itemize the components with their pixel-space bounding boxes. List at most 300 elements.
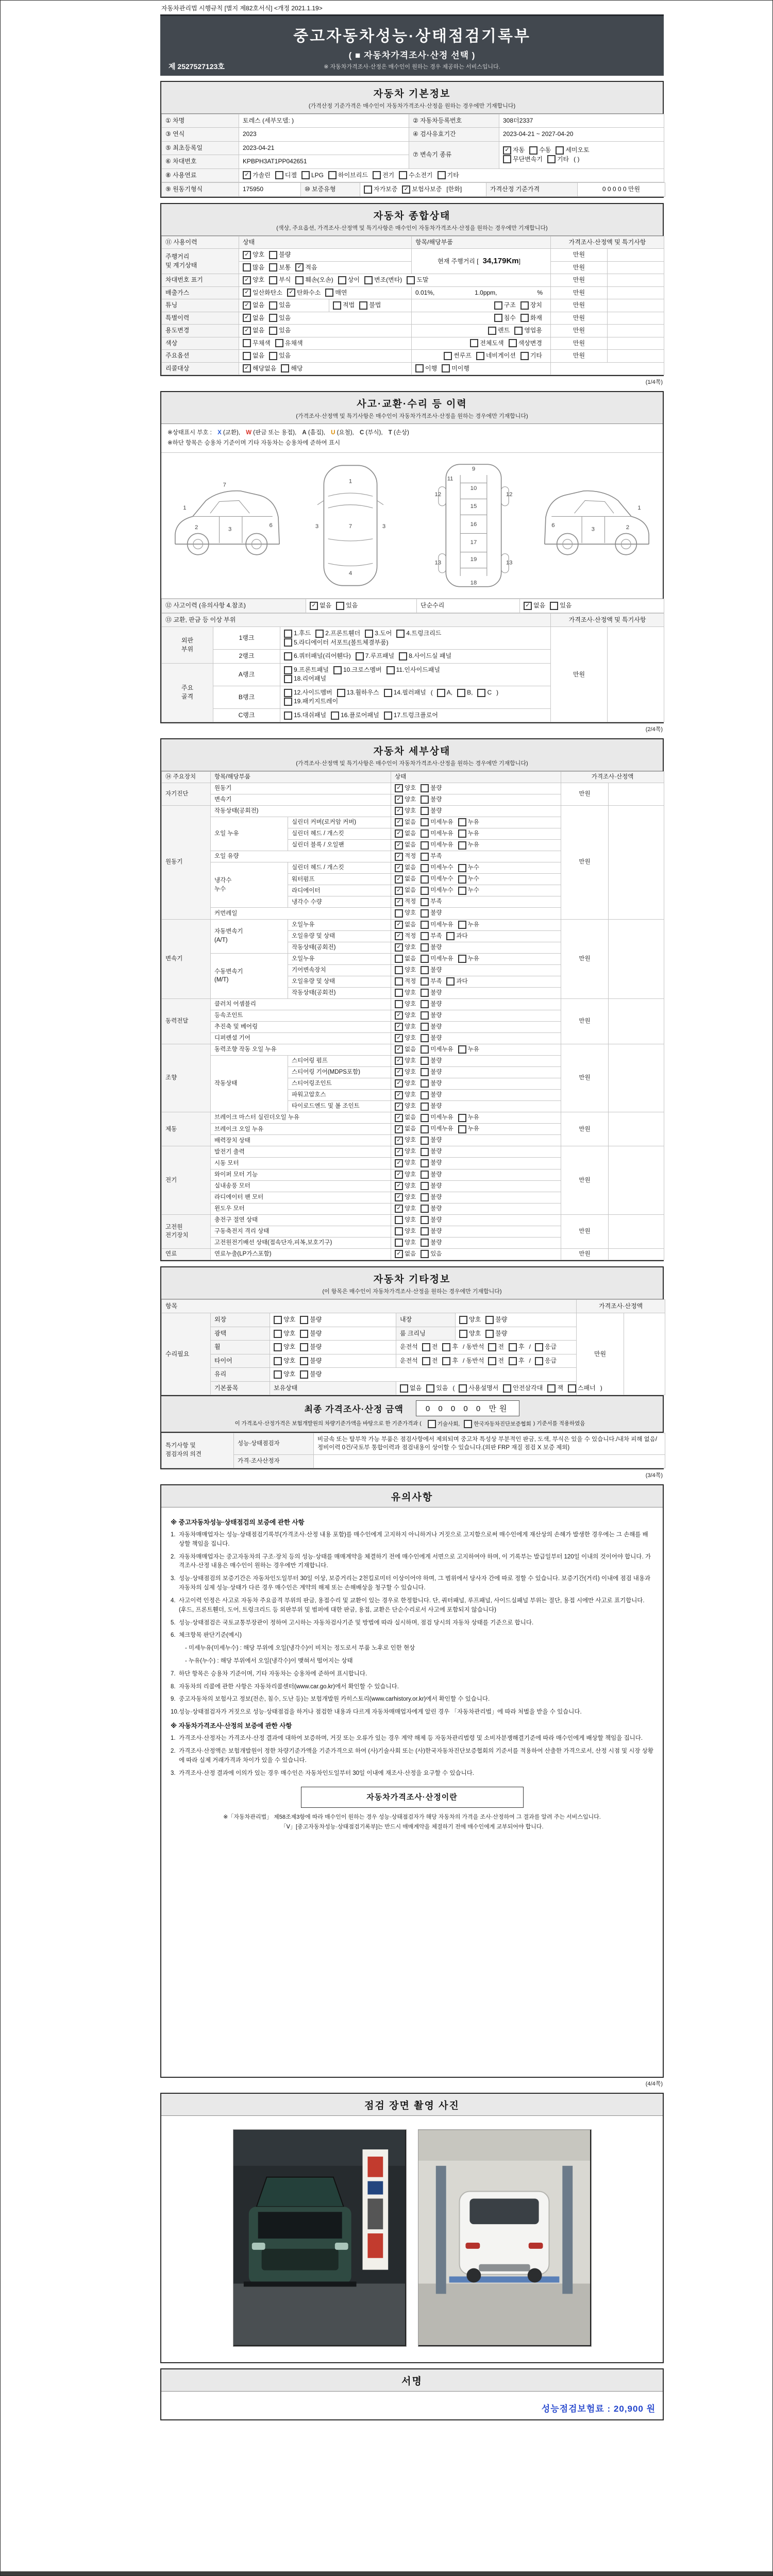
checkbox-미세누유[interactable] (421, 841, 453, 850)
checkbox-label: 누수 (467, 865, 479, 871)
checked-box-icon (395, 887, 403, 895)
checkbox-미세누수[interactable] (421, 863, 453, 872)
checkbox-미세누유[interactable] (421, 1045, 453, 1054)
checkbox-label: 전 (431, 1343, 438, 1351)
checkbox-양호[interactable] (395, 1182, 416, 1191)
checkbox-양호[interactable] (274, 1343, 295, 1351)
checkbox-양호[interactable] (395, 1147, 416, 1156)
checkbox-label: 양호 (283, 1343, 296, 1351)
checkbox-label: 양호 (405, 1228, 416, 1234)
checkbox-양호[interactable] (395, 1159, 416, 1167)
checkbox-불량[interactable] (485, 1329, 507, 1338)
checkbox-누유[interactable] (458, 829, 479, 838)
checkbox-label: 6.쿼터패널(리어휀다) (294, 652, 351, 660)
checkbox-누유[interactable] (458, 1113, 479, 1122)
unchecked-box-icon (284, 689, 292, 697)
checkbox-불량[interactable] (421, 1182, 442, 1191)
checkbox-불법[interactable] (359, 301, 381, 310)
checkbox-전[interactable] (488, 1357, 504, 1365)
checkbox-색상변경[interactable] (509, 339, 542, 348)
checkbox-label: 없음 (405, 1126, 416, 1132)
checkbox-안전삼각대[interactable] (503, 1384, 543, 1393)
checkbox-무채색[interactable] (243, 339, 271, 348)
checkbox-디젤[interactable] (275, 171, 297, 180)
checkbox-없음[interactable] (395, 1113, 416, 1122)
checkbox-있음[interactable] (269, 314, 291, 323)
checkbox-유채색[interactable] (275, 339, 303, 348)
checkbox-누유[interactable] (458, 921, 479, 929)
checkbox-가솔린[interactable] (243, 171, 271, 180)
unchecked-box-icon (395, 966, 403, 974)
checkbox-양호[interactable] (459, 1315, 481, 1324)
checkbox-불량[interactable] (300, 1357, 322, 1365)
cell (608, 261, 664, 274)
checkbox-양호[interactable] (274, 1357, 295, 1365)
checkbox-전[interactable] (422, 1343, 438, 1351)
checkbox-누수[interactable] (458, 875, 479, 884)
checkbox-없음[interactable] (395, 863, 416, 872)
checkbox-누수[interactable] (458, 886, 479, 895)
checkbox-해당없음[interactable] (243, 364, 276, 373)
checkbox-영업용[interactable] (514, 326, 542, 335)
cell (608, 248, 664, 261)
checkbox-있음[interactable] (269, 326, 291, 335)
checkbox-장치[interactable] (520, 301, 542, 310)
checkbox-불량[interactable] (300, 1343, 322, 1351)
checkbox-과다[interactable] (446, 977, 467, 986)
checkbox-불량[interactable] (421, 784, 442, 793)
price-survey-option: ( ■ 자동차가격조사·산정 선택 ) (348, 50, 476, 60)
checkbox-양호[interactable] (243, 250, 264, 259)
checkbox-11.인사이드패널[interactable] (386, 666, 440, 674)
checkbox-응급[interactable] (535, 1343, 557, 1351)
checked-box-icon (395, 1137, 403, 1145)
checkbox-양호[interactable] (274, 1315, 295, 1324)
checkbox-label: 자가보증 (374, 185, 398, 193)
checkbox-15.대쉬패널[interactable] (284, 711, 326, 720)
checkbox-누유[interactable] (458, 955, 479, 963)
checkbox-없음[interactable] (395, 1125, 416, 1133)
checkbox-전기[interactable] (373, 171, 394, 180)
checkbox-있음[interactable] (550, 601, 572, 610)
checkbox-불량[interactable] (300, 1315, 322, 1324)
checkbox-있음[interactable] (269, 351, 291, 360)
checkbox-없음[interactable] (400, 1384, 422, 1393)
checkbox-label: 응급 (544, 1343, 557, 1351)
checkbox-12.사이드멤버[interactable] (284, 688, 332, 697)
checkbox-적정[interactable] (395, 977, 416, 986)
checkbox-양호[interactable] (395, 1205, 416, 1213)
checkbox-있음[interactable] (426, 1384, 448, 1393)
checkbox-10.크로스멤버[interactable] (333, 666, 382, 674)
unchecked-box-icon (529, 146, 537, 155)
checkbox-하이브리드[interactable] (328, 171, 368, 180)
cell: 실린더 헤드 / 개스킷 (288, 862, 391, 874)
checkbox-수동[interactable] (529, 146, 551, 155)
checkbox-label: 불량 (430, 1148, 442, 1155)
checkbox-적음[interactable] (295, 263, 317, 272)
checkbox-label: 양호 (469, 1329, 481, 1337)
cell (391, 908, 561, 919)
checkbox-기술사회,[interactable] (428, 1420, 460, 1428)
checkbox-보험사보증[interactable] (402, 185, 442, 194)
checkbox-후[interactable] (509, 1343, 525, 1351)
checkbox-있음[interactable] (421, 1250, 442, 1259)
checkbox-세미오토[interactable] (556, 146, 589, 155)
checkbox-불량[interactable] (421, 807, 442, 816)
checkbox-불량[interactable] (421, 1102, 442, 1111)
text: (판금 또는 용접), (251, 430, 298, 436)
checkbox-과다[interactable] (446, 932, 467, 941)
checkbox-응급[interactable] (535, 1357, 557, 1365)
cell (270, 1368, 577, 1382)
checkbox-불량[interactable] (421, 1205, 442, 1213)
checkbox-불량[interactable] (421, 909, 442, 918)
checkbox-적법[interactable] (333, 301, 355, 310)
unchecked-box-icon (284, 630, 292, 638)
cell: 항목 (162, 1299, 577, 1313)
checkbox-양호[interactable] (395, 1136, 416, 1145)
checkbox-후[interactable] (442, 1357, 458, 1365)
checkbox-적정[interactable] (395, 852, 416, 861)
checkbox-label: 불량 (430, 967, 442, 973)
checkbox-17.트렁크플로어[interactable] (384, 711, 438, 720)
checkbox-변조(변타)[interactable] (364, 276, 402, 284)
checkbox-불량[interactable] (421, 795, 442, 804)
checkbox-없음[interactable] (395, 921, 416, 929)
unchecked-box-icon (503, 155, 511, 163)
cell: 커먼레일 (211, 908, 391, 919)
checkbox-전[interactable] (422, 1357, 438, 1365)
cell (239, 168, 664, 182)
checkbox-8.사이드실 패널[interactable] (399, 652, 451, 660)
section-sign-title: 서명 (401, 2376, 423, 2387)
checkbox-양호[interactable] (395, 989, 416, 997)
cell: ② 자동차등록번호 (409, 114, 499, 128)
checkbox-양호[interactable] (395, 943, 416, 952)
checkbox-불량[interactable] (485, 1315, 507, 1324)
checkbox-누유[interactable] (458, 818, 479, 827)
checkbox-양호[interactable] (395, 1034, 416, 1043)
checkbox-무단변속기[interactable] (503, 155, 543, 164)
checkbox-6.쿼터패널(리어휀다)[interactable] (284, 652, 351, 660)
checkbox-부족[interactable] (421, 852, 442, 861)
checkbox-LPG[interactable] (301, 171, 324, 180)
checkbox-label: 이행 (425, 364, 438, 372)
checkbox-누수[interactable] (458, 863, 479, 872)
checkbox-기타[interactable] (520, 351, 542, 360)
checkbox-렌트[interactable] (488, 326, 510, 335)
checkbox-기타[interactable] (547, 155, 569, 164)
checkbox-미세누유[interactable] (421, 955, 453, 963)
checkbox-썬루프[interactable] (444, 351, 472, 360)
checkbox-양호[interactable] (395, 784, 416, 793)
checkbox-양호[interactable] (395, 1193, 416, 1202)
checkbox-스패너[interactable] (568, 1384, 596, 1393)
checkbox-C[interactable] (477, 688, 492, 697)
checkbox-불량[interactable] (421, 1171, 442, 1179)
checkbox-label: LPG (311, 171, 324, 179)
checkbox-상이[interactable] (338, 276, 360, 284)
checkbox-양호[interactable] (274, 1370, 295, 1379)
checkbox-누유[interactable] (458, 1045, 479, 1054)
checkbox-label: 16.플로어패널 (341, 711, 379, 719)
checkbox-없음[interactable] (395, 1250, 416, 1259)
checkbox-누유[interactable] (458, 841, 479, 850)
checkbox-한국자동차진단보증협회[interactable] (464, 1420, 531, 1428)
checked-box-icon (395, 1045, 403, 1054)
checkbox-4.트렁크리드[interactable] (396, 629, 441, 638)
checkbox-없음[interactable] (243, 326, 264, 335)
checkbox-B,[interactable] (457, 688, 473, 697)
unchecked-box-icon (547, 155, 556, 163)
checkbox-탄화수소[interactable] (287, 289, 321, 297)
checkbox-양호[interactable] (395, 807, 416, 816)
checkbox-누유[interactable] (458, 1125, 479, 1133)
checked-box-icon (243, 276, 251, 284)
inspector-opinion-table (161, 1432, 663, 1468)
checkbox-없음[interactable] (310, 601, 331, 610)
checkbox-불량[interactable] (421, 1000, 442, 1009)
checkbox-불량[interactable] (421, 1057, 442, 1065)
checkbox-불량[interactable] (421, 1091, 442, 1099)
checkbox-양호[interactable] (395, 1023, 416, 1031)
checkbox-label: 12.사이드멤버 (294, 688, 332, 696)
checkbox-미세누유[interactable] (421, 829, 453, 838)
checkbox-양호[interactable] (395, 966, 416, 975)
checkbox-미이행[interactable] (442, 364, 469, 373)
checkbox-불량[interactable] (421, 1216, 442, 1225)
checkbox-없음[interactable] (395, 841, 416, 850)
checked-box-icon (310, 602, 318, 610)
checkbox-미세누유[interactable] (421, 818, 453, 827)
checkbox-없음[interactable] (243, 351, 264, 360)
checkbox-네비게이션[interactable] (476, 351, 516, 360)
checkbox-16.플로어패널[interactable] (331, 711, 379, 720)
checkbox-있음[interactable] (336, 601, 358, 610)
checkbox-미세누유[interactable] (421, 1113, 453, 1122)
checkbox-잭[interactable] (547, 1384, 563, 1393)
checkbox-해당[interactable] (281, 364, 303, 373)
cell: 오일누유 (288, 953, 391, 964)
checkbox-불량[interactable] (421, 1068, 442, 1077)
unchecked-box-icon (338, 276, 346, 284)
checkbox-이행[interactable] (415, 364, 437, 373)
checkbox-적정[interactable] (395, 897, 416, 906)
checkbox-매연[interactable] (325, 289, 347, 297)
checkbox-화재[interactable] (520, 314, 542, 323)
checkbox-양호[interactable] (395, 1057, 416, 1065)
checkbox-불량[interactable] (421, 1034, 442, 1043)
checkbox-자가보증[interactable] (364, 185, 397, 194)
checkbox-없음[interactable] (395, 875, 416, 884)
cell (391, 930, 561, 942)
checkbox-양호[interactable] (395, 1239, 416, 1247)
checkbox-부식[interactable] (269, 276, 291, 284)
unchecked-box-icon (458, 921, 466, 929)
checkbox-없음[interactable] (395, 886, 416, 895)
cell (608, 337, 664, 350)
checkbox-부족[interactable] (421, 977, 442, 986)
checkbox-후[interactable] (509, 1357, 525, 1365)
cell (239, 286, 412, 299)
cell: 구동축전지 격리 상태 (211, 1226, 391, 1237)
checkbox-불량[interactable] (421, 1227, 442, 1236)
checkbox-label: 부족 (430, 853, 442, 860)
unchecked-box-icon (442, 364, 450, 372)
checkbox-불량[interactable] (421, 989, 442, 997)
checkbox-불량[interactable] (421, 1159, 442, 1167)
checkbox-구조[interactable] (494, 301, 516, 310)
checkbox-양호[interactable] (395, 1068, 416, 1077)
checkbox-불량[interactable] (421, 1193, 442, 1202)
checkbox-불량[interactable] (421, 1023, 442, 1031)
cell: ⑤ 최초등록일 (162, 141, 239, 155)
checkbox-양호[interactable] (395, 1000, 416, 1009)
checkbox-18.리어패널[interactable] (284, 674, 326, 683)
checkbox-label: 미세누수 (430, 887, 453, 894)
checkbox-5.라디에이터 서포트(볼트체결부품)[interactable] (284, 638, 389, 647)
section-etc-title: 자동차 기타정보 (373, 1274, 451, 1285)
cell (391, 1180, 561, 1192)
checkbox-불량[interactable] (269, 250, 291, 259)
checkbox-후[interactable] (442, 1343, 458, 1351)
checkbox-불량[interactable] (421, 943, 442, 952)
checkbox-label: 없음 (533, 602, 546, 609)
cell: 오일유량 및 상태 (288, 976, 391, 987)
checkbox-2.프론트휀더[interactable] (315, 629, 360, 638)
checkbox-부족[interactable] (421, 897, 442, 906)
checkbox-13.휠하우스[interactable] (337, 688, 379, 697)
checkbox-label: 있음 (430, 1250, 442, 1257)
checkbox-있음[interactable] (269, 301, 291, 310)
checkbox-양호[interactable] (395, 1171, 416, 1179)
checkbox-9.프론트패널[interactable] (284, 666, 329, 674)
unchecked-box-icon (421, 784, 429, 792)
checkbox-보통[interactable] (269, 263, 291, 272)
checkbox-기타[interactable] (438, 171, 459, 180)
checkbox-양호[interactable] (395, 1091, 416, 1099)
cell: 가격조사·산정액 및 특기사항 (551, 613, 664, 626)
checkbox-양호[interactable] (395, 1216, 416, 1225)
cell (609, 1146, 664, 1214)
checkbox-7.루프패널[interactable] (356, 652, 394, 660)
checkbox-불량[interactable] (421, 1147, 442, 1156)
cell (412, 362, 551, 375)
checkbox-양호[interactable] (274, 1329, 295, 1338)
checkbox-14.필러패널[interactable] (384, 688, 426, 697)
checkbox-많음[interactable] (243, 263, 264, 272)
cell (608, 627, 664, 722)
checkbox-침수[interactable] (494, 314, 516, 323)
cell (391, 806, 561, 817)
checkbox-label: 후 (452, 1343, 458, 1351)
cell (391, 828, 561, 840)
cell (280, 686, 551, 708)
checkbox-일산화탄소[interactable] (243, 289, 282, 297)
checkbox-없음[interactable] (243, 314, 264, 323)
checked-box-icon (395, 932, 403, 940)
checkbox-사용설명서[interactable] (459, 1384, 498, 1393)
checkbox-label: 없음 (405, 921, 416, 928)
checkbox-19.패키지트레이[interactable] (284, 697, 338, 706)
cell: 클러치 어셈블리 (211, 998, 391, 1010)
section-accident-subtitle: (가격조사·산정액 및 특기사항은 매수인이 자동차가격조사·산정을 원하는 경우에만 기재합니다) (296, 413, 528, 420)
unchecked-box-icon (275, 339, 283, 347)
checkbox-없음[interactable] (395, 955, 416, 963)
cell (520, 599, 664, 613)
svg-text:2: 2 (194, 524, 198, 531)
checkbox-불량[interactable] (421, 1011, 442, 1020)
checked-box-icon (395, 1250, 403, 1258)
checkbox-양호[interactable] (395, 1227, 416, 1236)
checkbox-도말[interactable] (407, 276, 428, 284)
checkbox-전체도색[interactable] (470, 339, 503, 348)
checkbox-없음[interactable] (395, 829, 416, 838)
checkbox-훼손(오손)[interactable] (295, 276, 333, 284)
checkbox-불량[interactable] (421, 1136, 442, 1145)
cell (360, 183, 486, 197)
unchecked-box-icon (269, 314, 277, 322)
checkbox-부족[interactable] (421, 932, 442, 941)
unchecked-box-icon (331, 711, 339, 720)
checkbox-자동[interactable] (503, 146, 525, 155)
checkbox-불량[interactable] (300, 1329, 322, 1338)
checkbox-양호[interactable] (459, 1329, 481, 1338)
checkbox-불량[interactable] (421, 1079, 442, 1088)
cell: 기본품목 (211, 1381, 270, 1395)
checkbox-3.도어[interactable] (365, 629, 392, 638)
checkbox-없음[interactable] (395, 1045, 416, 1054)
checkbox-미세누유[interactable] (421, 921, 453, 929)
checkbox-불량[interactable] (421, 1239, 442, 1247)
checkbox-양호[interactable] (395, 1011, 416, 1020)
checkbox-수소전기[interactable] (399, 171, 432, 180)
checkbox-label: 무단변속기 (513, 155, 543, 163)
checkbox-label: 불량 (430, 1194, 442, 1200)
checkbox-적정[interactable] (395, 932, 416, 941)
checkbox-label: 양호 (405, 1171, 416, 1178)
checkbox-A,[interactable] (437, 688, 452, 697)
notice-item: 7. 하단 항목은 승용차 기준이며, 기타 자동차는 승용차에 준하여 표시합니다. (171, 1670, 367, 1677)
cell: 작동상태(공회전) (211, 806, 391, 817)
checkbox-미세누유[interactable] (421, 1125, 453, 1133)
checkbox-전[interactable] (488, 1343, 504, 1351)
checkbox-label: 불량 (310, 1357, 322, 1364)
checkbox-양호[interactable] (395, 795, 416, 804)
checkbox-미세누수[interactable] (421, 875, 453, 884)
checkbox-불량[interactable] (300, 1370, 322, 1379)
cell: 유리 (211, 1368, 270, 1382)
checkbox-미세누수[interactable] (421, 886, 453, 895)
checkbox-양호[interactable] (395, 909, 416, 918)
checkbox-label: 양호 (405, 1080, 416, 1087)
checkbox-없음[interactable] (243, 301, 264, 310)
checkbox-1.후드[interactable] (284, 629, 311, 638)
checkbox-불량[interactable] (421, 966, 442, 975)
cell (412, 299, 551, 312)
checkbox-양호[interactable] (395, 1102, 416, 1111)
etc-info-table (161, 1299, 663, 1395)
checkbox-label: 도말 (416, 276, 429, 284)
checkbox-없음[interactable] (395, 818, 416, 827)
unchecked-box-icon (243, 352, 251, 360)
unchecked-box-icon (421, 1125, 429, 1133)
checkbox-없음[interactable] (524, 601, 545, 610)
checkbox-양호[interactable] (395, 1079, 416, 1088)
checkbox-양호[interactable] (243, 276, 264, 284)
checkbox-label: 과다 (456, 978, 468, 985)
